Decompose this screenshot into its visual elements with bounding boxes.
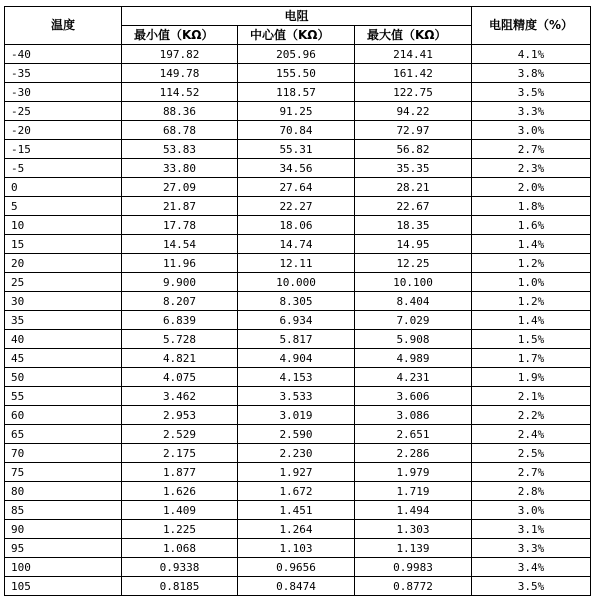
cell-temperature: 75 xyxy=(5,463,122,482)
cell-max-value: 122.75 xyxy=(355,83,472,102)
cell-precision: 1.7% xyxy=(472,349,591,368)
cell-temperature: 45 xyxy=(5,349,122,368)
cell-max-value: 0.8772 xyxy=(355,577,472,596)
cell-precision: 1.9% xyxy=(472,368,591,387)
header-min-value: 最小值（KΩ） xyxy=(122,26,238,45)
cell-temperature: 70 xyxy=(5,444,122,463)
cell-max-value: 1.979 xyxy=(355,463,472,482)
cell-precision: 1.4% xyxy=(472,311,591,330)
cell-temperature: 60 xyxy=(5,406,122,425)
table-header xyxy=(5,7,591,45)
cell-min-value: 1.626 xyxy=(122,482,238,501)
cell-precision: 3.8% xyxy=(472,64,591,83)
cell-precision: 3.1% xyxy=(472,520,591,539)
cell-precision: 3.5% xyxy=(472,577,591,596)
cell-min-value: 197.82 xyxy=(122,45,238,64)
cell-min-value: 14.54 xyxy=(122,235,238,254)
cell-max-value: 0.9983 xyxy=(355,558,472,577)
cell-min-value: 53.83 xyxy=(122,140,238,159)
cell-center-value: 6.934 xyxy=(238,311,355,330)
cell-temperature: -20 xyxy=(5,121,122,140)
cell-max-value: 161.42 xyxy=(355,64,472,83)
cell-center-value: 3.533 xyxy=(238,387,355,406)
cell-min-value: 11.96 xyxy=(122,254,238,273)
cell-max-value: 28.21 xyxy=(355,178,472,197)
cell-max-value: 214.41 xyxy=(355,45,472,64)
cell-min-value: 3.462 xyxy=(122,387,238,406)
cell-temperature: 15 xyxy=(5,235,122,254)
table-row xyxy=(5,216,591,235)
table-row xyxy=(5,463,591,482)
cell-min-value: 17.78 xyxy=(122,216,238,235)
cell-temperature: 95 xyxy=(5,539,122,558)
cell-center-value: 1.264 xyxy=(238,520,355,539)
cell-min-value: 4.821 xyxy=(122,349,238,368)
cell-precision: 3.5% xyxy=(472,83,591,102)
cell-precision: 2.8% xyxy=(472,482,591,501)
table-row xyxy=(5,520,591,539)
cell-center-value: 205.96 xyxy=(238,45,355,64)
table-row xyxy=(5,45,591,64)
cell-temperature: 105 xyxy=(5,577,122,596)
cell-center-value: 12.11 xyxy=(238,254,355,273)
cell-max-value: 72.97 xyxy=(355,121,472,140)
cell-temperature: 35 xyxy=(5,311,122,330)
cell-precision: 3.3% xyxy=(472,102,591,121)
table-row xyxy=(5,482,591,501)
cell-temperature: 25 xyxy=(5,273,122,292)
cell-max-value: 12.25 xyxy=(355,254,472,273)
cell-temperature: -15 xyxy=(5,140,122,159)
cell-max-value: 1.719 xyxy=(355,482,472,501)
cell-precision: 3.3% xyxy=(472,539,591,558)
table-row xyxy=(5,349,591,368)
cell-max-value: 1.494 xyxy=(355,501,472,520)
cell-center-value: 1.927 xyxy=(238,463,355,482)
header-temperature: 温度 xyxy=(5,7,122,45)
cell-temperature: 0 xyxy=(5,178,122,197)
cell-temperature: 50 xyxy=(5,368,122,387)
cell-min-value: 21.87 xyxy=(122,197,238,216)
table-row xyxy=(5,311,591,330)
cell-min-value: 33.80 xyxy=(122,159,238,178)
cell-temperature: 30 xyxy=(5,292,122,311)
cell-min-value: 5.728 xyxy=(122,330,238,349)
cell-center-value: 3.019 xyxy=(238,406,355,425)
cell-center-value: 55.31 xyxy=(238,140,355,159)
cell-center-value: 118.57 xyxy=(238,83,355,102)
cell-precision: 2.7% xyxy=(472,463,591,482)
table-row xyxy=(5,501,591,520)
cell-max-value: 3.606 xyxy=(355,387,472,406)
cell-max-value: 14.95 xyxy=(355,235,472,254)
cell-max-value: 7.029 xyxy=(355,311,472,330)
cell-max-value: 2.651 xyxy=(355,425,472,444)
resistance-table xyxy=(4,6,591,596)
cell-center-value: 1.451 xyxy=(238,501,355,520)
table-row xyxy=(5,273,591,292)
cell-max-value: 94.22 xyxy=(355,102,472,121)
cell-min-value: 0.8185 xyxy=(122,577,238,596)
cell-center-value: 1.103 xyxy=(238,539,355,558)
cell-max-value: 18.35 xyxy=(355,216,472,235)
cell-max-value: 5.908 xyxy=(355,330,472,349)
table-row xyxy=(5,387,591,406)
cell-center-value: 2.230 xyxy=(238,444,355,463)
cell-precision: 2.4% xyxy=(472,425,591,444)
cell-precision: 3.4% xyxy=(472,558,591,577)
table-row xyxy=(5,178,591,197)
cell-center-value: 22.27 xyxy=(238,197,355,216)
table-row xyxy=(5,254,591,273)
cell-center-value: 18.06 xyxy=(238,216,355,235)
cell-precision: 2.1% xyxy=(472,387,591,406)
cell-min-value: 6.839 xyxy=(122,311,238,330)
cell-min-value: 1.225 xyxy=(122,520,238,539)
cell-center-value: 5.817 xyxy=(238,330,355,349)
cell-precision: 1.6% xyxy=(472,216,591,235)
cell-min-value: 4.075 xyxy=(122,368,238,387)
cell-center-value: 10.000 xyxy=(238,273,355,292)
cell-precision: 1.5% xyxy=(472,330,591,349)
cell-temperature: 40 xyxy=(5,330,122,349)
cell-min-value: 88.36 xyxy=(122,102,238,121)
cell-min-value: 2.953 xyxy=(122,406,238,425)
cell-precision: 1.2% xyxy=(472,254,591,273)
table-row xyxy=(5,558,591,577)
cell-min-value: 27.09 xyxy=(122,178,238,197)
cell-precision: 4.1% xyxy=(472,45,591,64)
header-row-top xyxy=(5,7,591,26)
table-row xyxy=(5,577,591,596)
cell-precision: 2.5% xyxy=(472,444,591,463)
cell-center-value: 27.64 xyxy=(238,178,355,197)
cell-temperature: 55 xyxy=(5,387,122,406)
cell-precision: 1.4% xyxy=(472,235,591,254)
cell-min-value: 114.52 xyxy=(122,83,238,102)
cell-center-value: 1.672 xyxy=(238,482,355,501)
cell-center-value: 8.305 xyxy=(238,292,355,311)
table-row xyxy=(5,140,591,159)
cell-precision: 3.0% xyxy=(472,501,591,520)
cell-min-value: 8.207 xyxy=(122,292,238,311)
table-row xyxy=(5,330,591,349)
cell-temperature: 20 xyxy=(5,254,122,273)
cell-max-value: 2.286 xyxy=(355,444,472,463)
table-body xyxy=(5,45,591,596)
table-row xyxy=(5,292,591,311)
cell-temperature: 90 xyxy=(5,520,122,539)
cell-max-value: 35.35 xyxy=(355,159,472,178)
cell-min-value: 149.78 xyxy=(122,64,238,83)
cell-max-value: 22.67 xyxy=(355,197,472,216)
cell-min-value: 0.9338 xyxy=(122,558,238,577)
cell-min-value: 2.529 xyxy=(122,425,238,444)
cell-precision: 2.7% xyxy=(472,140,591,159)
cell-precision: 2.3% xyxy=(472,159,591,178)
cell-min-value: 9.900 xyxy=(122,273,238,292)
table-row xyxy=(5,159,591,178)
cell-temperature: -30 xyxy=(5,83,122,102)
cell-temperature: -25 xyxy=(5,102,122,121)
cell-max-value: 10.100 xyxy=(355,273,472,292)
table-row xyxy=(5,406,591,425)
cell-precision: 1.8% xyxy=(472,197,591,216)
cell-center-value: 70.84 xyxy=(238,121,355,140)
cell-center-value: 14.74 xyxy=(238,235,355,254)
table-row xyxy=(5,102,591,121)
header-max-value: 最大值（KΩ） xyxy=(355,26,472,45)
cell-max-value: 1.303 xyxy=(355,520,472,539)
table-row xyxy=(5,64,591,83)
cell-center-value: 4.153 xyxy=(238,368,355,387)
cell-min-value: 1.409 xyxy=(122,501,238,520)
cell-temperature: 85 xyxy=(5,501,122,520)
cell-temperature: 10 xyxy=(5,216,122,235)
table-row xyxy=(5,425,591,444)
table-row xyxy=(5,121,591,140)
cell-precision: 1.2% xyxy=(472,292,591,311)
cell-min-value: 1.877 xyxy=(122,463,238,482)
cell-center-value: 91.25 xyxy=(238,102,355,121)
cell-precision: 2.2% xyxy=(472,406,591,425)
cell-max-value: 4.989 xyxy=(355,349,472,368)
table-row xyxy=(5,444,591,463)
cell-min-value: 2.175 xyxy=(122,444,238,463)
cell-precision: 1.0% xyxy=(472,273,591,292)
cell-center-value: 155.50 xyxy=(238,64,355,83)
cell-temperature: 100 xyxy=(5,558,122,577)
header-center-value: 中心值（KΩ） xyxy=(238,26,355,45)
cell-max-value: 8.404 xyxy=(355,292,472,311)
cell-temperature: 80 xyxy=(5,482,122,501)
cell-temperature: -35 xyxy=(5,64,122,83)
header-resistance: 电阻 xyxy=(122,7,472,26)
cell-precision: 2.0% xyxy=(472,178,591,197)
cell-temperature: -40 xyxy=(5,45,122,64)
cell-center-value: 34.56 xyxy=(238,159,355,178)
cell-center-value: 2.590 xyxy=(238,425,355,444)
table-row xyxy=(5,539,591,558)
cell-temperature: 5 xyxy=(5,197,122,216)
table-row xyxy=(5,368,591,387)
cell-center-value: 0.9656 xyxy=(238,558,355,577)
cell-max-value: 4.231 xyxy=(355,368,472,387)
table-row xyxy=(5,83,591,102)
cell-max-value: 56.82 xyxy=(355,140,472,159)
cell-center-value: 4.904 xyxy=(238,349,355,368)
table-row xyxy=(5,197,591,216)
cell-max-value: 1.139 xyxy=(355,539,472,558)
table-row xyxy=(5,235,591,254)
cell-center-value: 0.8474 xyxy=(238,577,355,596)
cell-temperature: -5 xyxy=(5,159,122,178)
cell-max-value: 3.086 xyxy=(355,406,472,425)
header-precision: 电阻精度（%） xyxy=(472,7,591,45)
cell-min-value: 1.068 xyxy=(122,539,238,558)
cell-min-value: 68.78 xyxy=(122,121,238,140)
cell-temperature: 65 xyxy=(5,425,122,444)
cell-precision: 3.0% xyxy=(472,121,591,140)
